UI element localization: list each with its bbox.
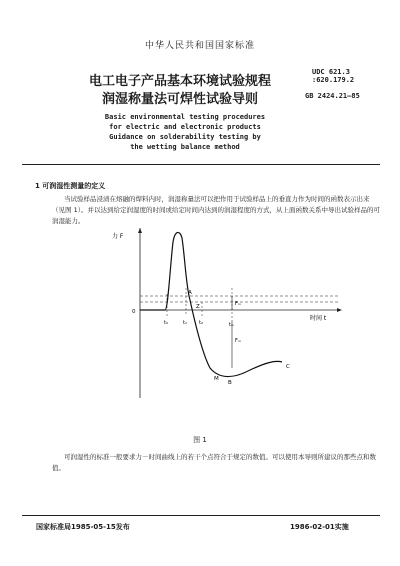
origin-label: 0 bbox=[132, 309, 136, 315]
udc-code bbox=[312, 68, 354, 84]
udc-line1: UDC 621.3 bbox=[312, 68, 350, 76]
t2-label: t₂ bbox=[199, 320, 203, 326]
x-axis-label: 时间 t bbox=[310, 315, 327, 322]
section-paragraph: 当试验样品浸渍在熔融的焊料内时，润湿称量法可以把作用于试验样品上的垂直力作为时间的函数表示出来（见图 1）。并以达到给定润湿度的时间或给定时间内达到的润湿程度的方式，从上面函数关系中导出试验样品的可润湿能力。 bbox=[52, 195, 380, 225]
y-axis-label: 力 F bbox=[112, 233, 124, 240]
point-b-label: B bbox=[228, 380, 232, 386]
title-cn-line1: 电工电子产品基本环境试验规程 bbox=[88, 74, 271, 89]
point-a-label: A bbox=[188, 290, 192, 296]
section-heading: 1 可润湿性测量的定义 bbox=[35, 182, 106, 190]
t1-label: t₁ bbox=[183, 320, 187, 326]
title-cn-line2: 润湿称量法可焊性试验导则 bbox=[101, 92, 258, 107]
point-z-label: Z bbox=[196, 304, 200, 310]
effective-date: 1986-02-01实施 bbox=[290, 523, 349, 531]
point-m-label: M bbox=[214, 376, 219, 382]
fm-upper-label: Fₘ bbox=[235, 301, 241, 307]
issued-date: 国家标准局1985-05-15发布 bbox=[36, 523, 130, 531]
fm-lower-label: Fₘ bbox=[235, 338, 241, 344]
force-time-curve bbox=[140, 232, 282, 376]
title-en-line3: Guidance on solderability testing by bbox=[109, 133, 261, 141]
tm-label: tₘ bbox=[229, 322, 235, 328]
criteria-paragraph: 可润湿性的标准一般要求力－时间曲线上的若干个点符合于规定的数值。可以使用本导则所建议的那些点和数值。 bbox=[52, 453, 376, 472]
header-divider bbox=[22, 164, 380, 165]
title-en-line1: Basic environmental testing procedures bbox=[104, 113, 266, 121]
standard-header: 中华人民共和国国家标准 bbox=[144, 41, 255, 51]
t0-label: t₀ bbox=[164, 320, 168, 326]
title-en-block bbox=[60, 112, 310, 152]
wetting-force-figure bbox=[110, 228, 350, 398]
x-axis-arrow bbox=[337, 308, 342, 312]
title-en-line2: for electric and electronic products bbox=[109, 123, 261, 131]
title-en-line4: the wetting balance method bbox=[130, 143, 240, 151]
y-axis-arrow bbox=[138, 228, 142, 233]
figure-caption: 图 1 bbox=[193, 436, 207, 444]
udc-line2: :620.179.2 bbox=[312, 76, 355, 84]
point-c-label: C bbox=[286, 364, 290, 370]
footer-divider bbox=[22, 515, 380, 516]
gb-code: GB 2424.21—85 bbox=[305, 92, 360, 100]
